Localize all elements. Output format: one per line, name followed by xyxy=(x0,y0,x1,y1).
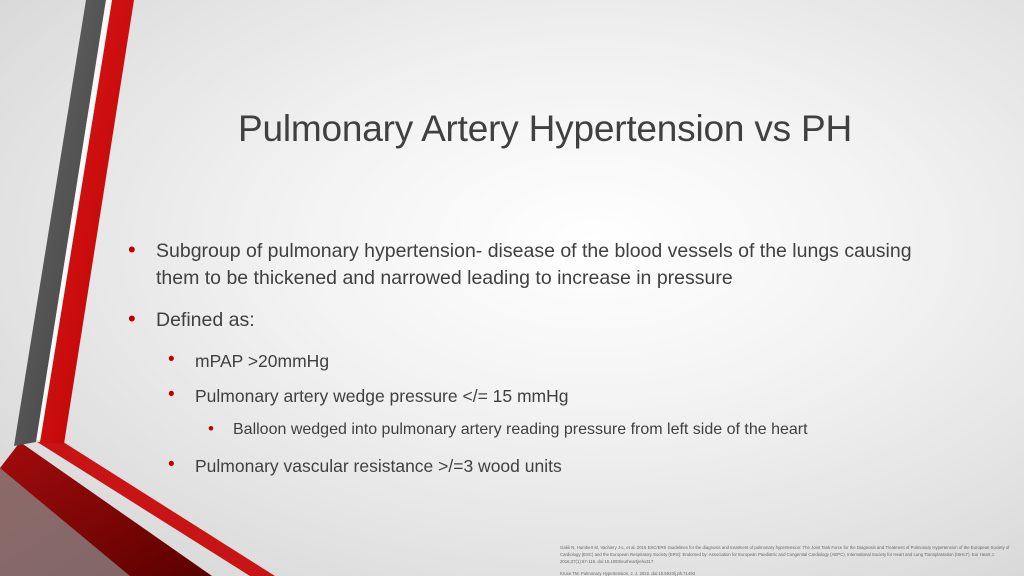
slide-title: Pulmonary Artery Hypertension vs PH xyxy=(237,108,852,149)
reference-item: Galiè N, Humbert M, Vachiery J-L, et al. 2015 ESC/ERS Guidelines for the diagnosis and treatment of pulmonary hypertension: The Joint Task Force for the Diagnosis and Treatment of Pulmonary Hypertension of the European Society of Cardiology (ESC) and the European Respiratory Society (ERS): Endorsed by: Association for European Paediatric and Congenital Cardiology (AEPC), International Society for Heart and Lung Transplantation (ISHLT). Eur Heart J. 2016;37(1):67-119. doi:10.1093/eurheartj/ehv317 xyxy=(560,545,1010,564)
bullet-item xyxy=(128,238,948,292)
bullet-dot-icon: • xyxy=(168,384,175,405)
bullet-text: Defined as: xyxy=(156,309,255,331)
bullet-dot-icon: • xyxy=(168,454,175,475)
bullet-text: Subgroup of pulmonary hypertension- disease of the blood vessels of the lungs causing them to be thickened and narrowed leading to increase in pressure xyxy=(156,240,912,289)
bullet-list xyxy=(128,238,948,489)
bullet-item xyxy=(128,307,948,334)
bullet-dot-icon: • xyxy=(128,237,136,262)
bullet-dot-icon: • xyxy=(128,306,136,331)
bullet-dot-icon: • xyxy=(168,349,175,370)
bullet-text: Balloon wedged into pulmonary artery reading pressure from left side of the heart xyxy=(233,421,808,438)
bullet-dot-icon: • xyxy=(208,419,214,438)
references xyxy=(560,544,1020,576)
bullet-text: Pulmonary artery wedge pressure </= 15 mmHg xyxy=(195,386,569,406)
sub-bullet-item xyxy=(168,349,948,373)
bullet-text: Pulmonary vascular resistance >/=3 wood units xyxy=(195,456,562,476)
bullet-text: mPAP >20mmHg xyxy=(195,351,330,371)
reference-item: Kruse TM. Pulmonary Hypertension. J. J. 2022. doi:10.5923/j.ph.71493 xyxy=(560,571,696,576)
sub-bullet-item xyxy=(168,384,948,408)
sub-bullet-item xyxy=(168,454,948,478)
sub-sub-bullet-item xyxy=(208,419,948,441)
